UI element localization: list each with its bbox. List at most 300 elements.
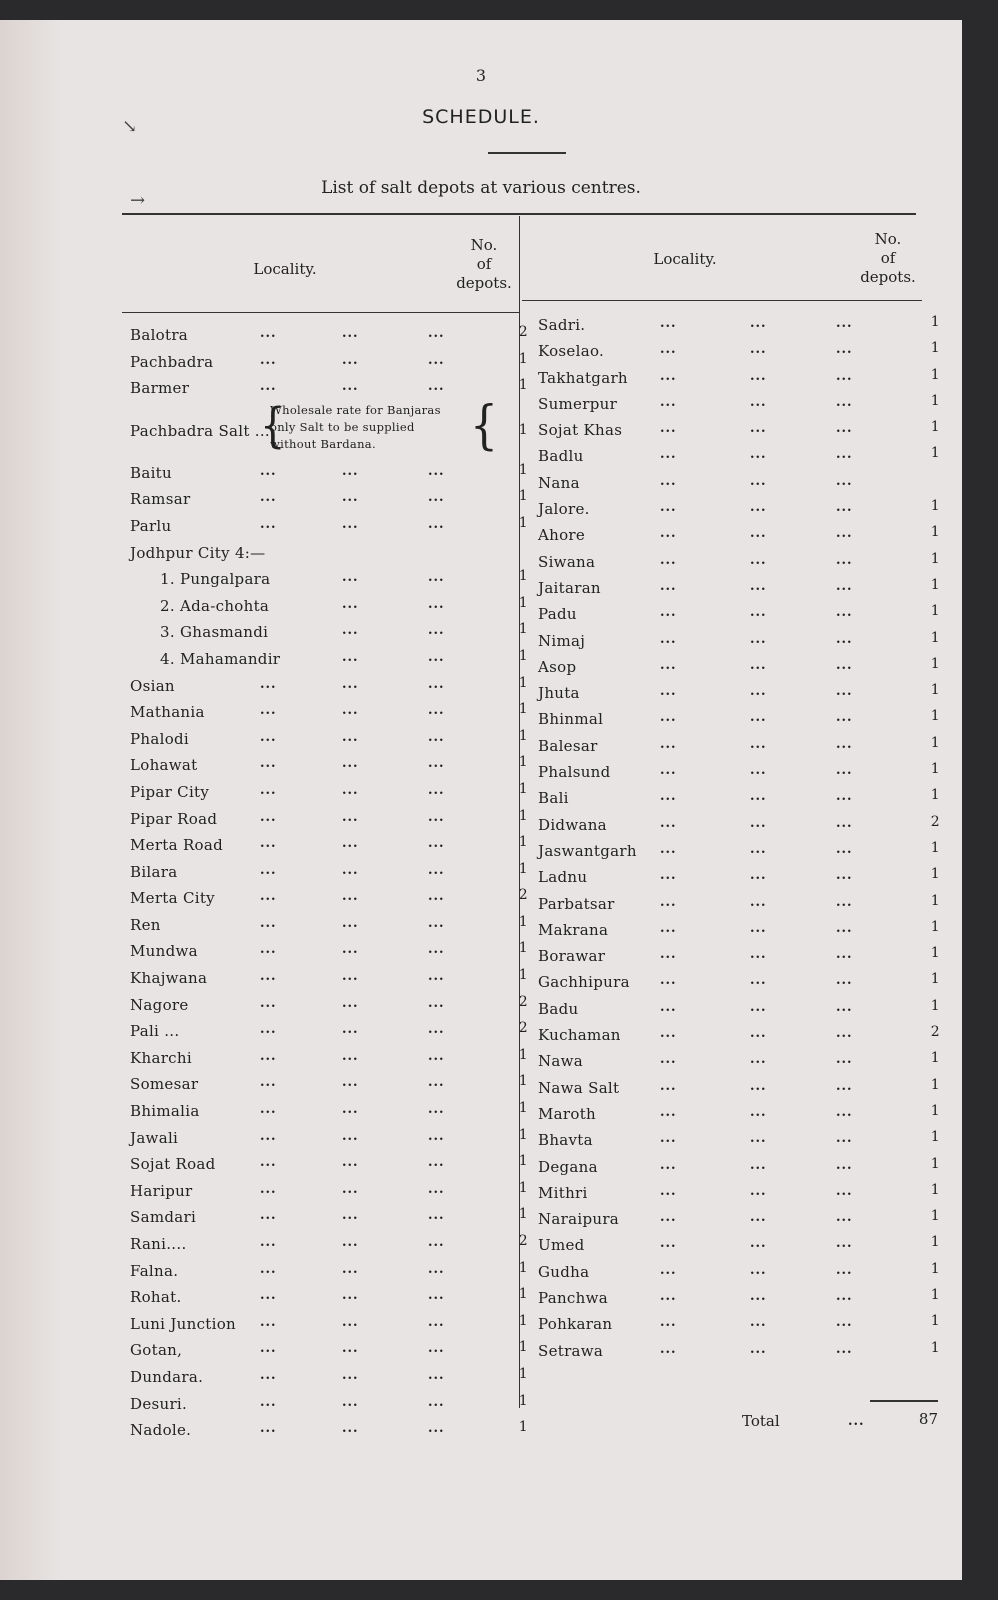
locality-name: Balesar [538,736,598,755]
leader-dots: ... [342,596,359,612]
leader-dots: ... [342,516,359,532]
table-row [130,1337,528,1364]
leader-dots: ... [750,1288,767,1304]
leader-dots: ... [660,1131,677,1147]
leader-dots: ... [836,500,853,516]
leader-dots: ... [342,1208,359,1224]
leader-dots: ... [260,1394,277,1410]
table-row [538,891,940,917]
brace-mark: { [470,394,499,456]
table-row [130,1391,528,1418]
margin-mark: ↘ [122,116,138,137]
locality-name: Takhatgarh [538,368,628,387]
depot-count: 1 [518,488,528,505]
leader-dots: ... [260,703,277,719]
depot-count: 1 [930,1181,940,1198]
depot-count: 1 [518,727,528,744]
locality-name: Pipar Road [130,809,218,828]
total-rule [870,1400,938,1402]
leader-dots: ... [428,1235,445,1250]
leader-dots: ... [428,596,445,612]
locality-name: Badlu [538,447,584,466]
locality-name: Borawar [538,947,606,966]
table-row [538,917,940,943]
leader-dots: ... [342,1102,359,1118]
depot-count: 1 [930,839,940,856]
note-line: only Salt to be supplied [270,419,415,434]
table-row [130,1151,528,1178]
locality-name: Setrawa [538,1341,604,1360]
leader-dots: ... [750,552,767,568]
header-depots-no: No. [874,230,902,248]
leader-dots: ... [660,789,677,805]
depot-count: 1 [518,594,528,611]
locality-name: 3. Ghasmandi [160,623,269,642]
table-row [538,654,940,680]
locality-name: Ramsar [130,490,191,509]
locality-name: Pachbadra [130,352,214,371]
leader-dots: ... [428,915,445,931]
page-title: SCHEDULE. [422,106,540,128]
table-row [130,619,528,646]
leader-dots: ... [260,942,277,958]
locality-name: Barmer [130,379,190,398]
table-row [538,1285,940,1311]
depot-count: 2 [518,887,528,904]
leader-dots: ... [836,763,853,779]
table-row [538,391,940,417]
table-row [538,759,940,785]
total-value: 87 [918,1410,938,1428]
leader-dots: ... [750,868,767,884]
locality-name: Pachbadra Salt ... [130,421,270,440]
locality-name: Sumerpur [538,394,618,413]
leader-dots: ... [260,463,277,479]
leader-dots: ... [260,782,277,798]
depot-count: 1 [518,1392,528,1409]
leader-dots: ... [428,1261,445,1277]
locality-name: Didwana [538,815,607,834]
locality-name: Balotra [130,326,189,344]
table-row [538,365,940,391]
depot-count: 1 [518,621,528,638]
locality-name: Koselao. [538,342,605,361]
leader-dots: ... [750,473,767,489]
header-depots-left [452,236,516,293]
leader-dots: ... [836,394,853,410]
depot-count: 1 [518,754,528,771]
locality-name: Bhimalia [130,1102,200,1121]
leader-dots: ... [428,969,445,985]
locality-name: Panchwa [538,1288,608,1307]
depot-count: 1 [518,568,528,585]
locality-name: Rohat. [130,1288,182,1307]
locality-name: Rani.... [130,1235,187,1253]
depot-count: 1 [930,392,940,409]
locality-name: Siwana [538,552,596,571]
table-row [538,785,940,811]
leader-dots: ... [342,1367,359,1383]
table-row [130,752,528,779]
depot-count: 1 [930,498,940,515]
table-row [538,496,940,522]
table-row [130,1258,528,1285]
depot-list-right [538,312,940,1364]
depot-count: 1 [518,1339,528,1356]
leader-dots: ... [660,1315,677,1331]
leader-dots: ... [260,516,277,532]
depot-count: 1 [930,340,940,357]
depot-count: 1 [930,629,940,646]
depot-count: 1 [518,860,528,877]
leader-dots: ... [342,1235,359,1250]
locality-name: Bhinmal [538,710,604,729]
table-row [538,549,940,575]
depot-count: 1 [930,1339,940,1356]
leader-dots: ... [260,1181,277,1197]
leader-dots: ... [342,969,359,985]
leader-dots: ... [342,570,359,586]
depot-count: 1 [930,576,940,593]
leader-dots: ... [836,1157,853,1173]
depot-count: 1 [930,1313,940,1330]
leader-dots: ... [428,703,445,719]
leader-dots: ... [342,1181,359,1197]
leader-dots: ... [428,729,445,745]
locality-name: Bhavta [538,1131,593,1150]
leader-dots: ... [660,947,677,963]
depot-count: 1 [518,1046,528,1063]
leader-dots: ... [260,1208,277,1224]
locality-name: Falna. [130,1261,179,1280]
leader-dots: ... [660,973,677,989]
leader-dots: ... [836,1315,853,1331]
depot-count: 1 [930,1129,940,1146]
leader-dots: ... [428,490,445,506]
leader-dots: ... [660,920,677,936]
locality-name: Padu [538,605,577,624]
locality-name: Makrana [538,920,609,939]
depot-count: 1 [930,734,940,751]
depot-count: 1 [518,461,528,478]
locality-name: Nawa Salt [538,1078,620,1097]
leader-dots: ... [750,1262,767,1278]
leader-dots: ... [848,1414,865,1429]
depot-count: 1 [518,350,528,367]
leader-dots: ... [750,841,767,857]
locality-name: Gachhipura [538,973,630,992]
table-row [130,540,528,567]
header-locality-right: Locality. [653,250,717,268]
leader-dots: ... [342,676,359,692]
locality-name: Lohawat [130,756,198,775]
leader-dots: ... [428,782,445,798]
depot-count: 1 [930,918,940,935]
leader-dots: ... [428,1394,445,1410]
depot-count: 1 [930,366,940,383]
locality-name: Nana [538,473,580,492]
table-row [130,486,528,513]
table-row [538,1154,940,1180]
leader-dots: ... [342,1394,359,1410]
locality-name: 4. Mahamandir [160,649,281,668]
depot-count: 1 [518,647,528,664]
header-depots-no: No. [470,236,498,254]
depot-count: 1 [930,445,940,462]
leader-dots: ... [660,763,677,779]
depot-note [270,402,455,453]
leader-dots: ... [660,1052,677,1068]
leader-dots: ... [260,995,277,1011]
table-row [130,965,528,992]
table-row [130,646,528,673]
locality-name: Nimaj [538,631,586,650]
leader-dots: ... [836,605,853,621]
leader-dots: ... [260,1288,277,1304]
leader-dots: ... [342,1048,359,1064]
leader-dots: ... [342,352,359,368]
leader-dots: ... [660,1078,677,1094]
leader-dots: ... [342,326,359,341]
depot-count: 1 [518,674,528,691]
leader-dots: ... [428,379,445,395]
table-row [130,1284,528,1311]
leader-dots: ... [260,490,277,506]
locality-name: Mundwa [130,942,198,961]
leader-dots: ... [260,1341,277,1357]
locality-name: Jawali [130,1128,179,1147]
leader-dots: ... [660,1157,677,1173]
leader-dots: ... [750,1078,767,1094]
table-row [538,575,940,601]
leader-dots: ... [750,526,767,542]
table-row [538,680,940,706]
leader-dots: ... [660,657,677,673]
depot-count: 1 [930,1286,940,1303]
leader-dots: ... [750,342,767,358]
leader-dots: ... [750,789,767,805]
locality-name: Samdari [130,1208,197,1227]
leader-dots: ... [750,631,767,647]
depot-count: 1 [518,1073,528,1090]
leader-dots: ... [260,1367,277,1383]
table-row [538,1075,940,1101]
leader-dots: ... [260,915,277,931]
leader-dots: ... [836,736,853,752]
depot-count: 1 [930,1050,940,1067]
locality-name: Degana [538,1157,598,1176]
depot-count: 1 [930,314,940,330]
locality-name: Nawa [538,1052,584,1071]
leader-dots: ... [342,1022,359,1038]
page-number: 3 [475,66,487,85]
table-row [130,699,528,726]
leader-dots: ... [342,915,359,931]
depot-count: 1 [518,807,528,824]
table-row [538,1232,940,1258]
leader-dots: ... [660,815,677,831]
depot-count: 1 [930,1260,940,1277]
leader-dots: ... [836,894,853,910]
leader-dots: ... [428,1022,445,1038]
header-locality-left: Locality. [253,260,317,278]
table-row [130,566,528,593]
table-row [130,938,528,965]
leader-dots: ... [260,326,277,341]
depot-count: 1 [930,708,940,725]
leader-dots: ... [428,1128,445,1144]
leader-dots: ... [342,782,359,798]
leader-dots: ... [260,1022,277,1038]
leader-dots: ... [428,649,445,665]
leader-dots: ... [750,578,767,594]
leader-dots: ... [342,463,359,479]
leader-dots: ... [836,316,853,331]
leader-dots: ... [660,631,677,647]
depot-count: 1 [930,682,940,699]
table-row [538,1311,940,1337]
table-row [130,1364,528,1391]
depot-count: 1 [930,787,940,804]
leader-dots: ... [836,999,853,1015]
leader-dots: ... [428,1367,445,1383]
leader-dots: ... [750,1183,767,1199]
locality-name: Pohkaran [538,1315,613,1334]
leader-dots: ... [260,756,277,772]
table-row [538,470,940,496]
locality-name: Jalore. [538,500,590,519]
leader-dots: ... [660,868,677,884]
leader-dots: ... [660,1262,677,1278]
leader-dots: ... [342,729,359,745]
table-row [538,969,940,995]
leader-dots: ... [660,1236,677,1252]
locality-name: Kuchaman [538,1026,621,1045]
leader-dots: ... [836,342,853,358]
leader-dots: ... [260,1421,277,1437]
leader-dots: ... [836,789,853,805]
leader-dots: ... [660,736,677,752]
leader-dots: ... [660,368,677,384]
leader-dots: ... [342,703,359,719]
leader-dots: ... [750,815,767,831]
leader-dots: ... [836,1078,853,1094]
depot-count: 1 [518,701,528,718]
table-row [130,1204,528,1231]
leader-dots: ... [750,1131,767,1147]
locality-name: Somesar [130,1075,199,1094]
note-line: without Bardana. [270,436,376,451]
table-row [538,443,940,469]
leader-dots: ... [342,1155,359,1171]
leader-dots: ... [342,1314,359,1330]
leader-dots: ... [750,316,767,331]
leader-dots: ... [428,1048,445,1064]
table-row [538,312,940,338]
locality-name: Ladnu [538,868,588,887]
locality-name: Gotan, [130,1341,183,1360]
leader-dots: ... [750,1315,767,1331]
leader-dots: ... [260,1075,277,1091]
leader-dots: ... [660,500,677,516]
leader-dots: ... [836,657,853,673]
leader-dots: ... [260,862,277,878]
leader-dots: ... [836,552,853,568]
leader-dots: ... [428,1208,445,1224]
table-row [130,394,528,460]
table-row [130,912,528,939]
leader-dots: ... [660,578,677,594]
leader-dots: ... [836,473,853,489]
total-label: Total [742,1412,780,1430]
depot-count: 1 [930,892,940,909]
leader-dots: ... [836,973,853,989]
header-depots-of: of [880,249,896,267]
leader-dots: ... [750,657,767,673]
table-row [538,864,940,890]
leader-dots: ... [260,1261,277,1277]
depot-count: 1 [930,1102,940,1119]
leader-dots: ... [836,421,853,437]
table-header-rule-left [122,312,520,313]
leader-dots: ... [428,676,445,692]
depot-count: 1 [930,945,940,962]
locality-name: Naraipura [538,1210,620,1229]
leader-dots: ... [260,1102,277,1118]
leader-dots: ... [428,1421,445,1437]
leader-dots: ... [342,649,359,665]
locality-name: Nagore [130,995,189,1014]
leader-dots: ... [260,1155,277,1171]
leader-dots: ... [660,605,677,621]
depot-count: 1 [518,967,528,984]
locality-name: Khajwana [130,969,208,988]
leader-dots: ... [836,631,853,647]
locality-name: Pali ... [130,1022,180,1041]
leader-dots: ... [836,1288,853,1304]
table-row [130,593,528,620]
page-subtitle: List of salt depots at various centres. [321,178,641,198]
leader-dots: ... [342,1075,359,1091]
table-row [130,1071,528,1098]
leader-dots: ... [836,710,853,726]
leader-dots: ... [428,1314,445,1330]
leader-dots: ... [260,1048,277,1064]
leader-dots: ... [660,1183,677,1199]
locality-name: Ren [130,915,161,934]
table-row [538,601,940,627]
margin-mark: → [130,190,146,211]
locality-name: Parbatsar [538,894,615,913]
table-row [130,513,528,540]
table-row [538,1022,940,1048]
locality-name: Kharchi [130,1048,192,1067]
leader-dots: ... [342,623,359,639]
depot-count: 2 [518,993,528,1010]
leader-dots: ... [750,973,767,989]
depot-count: 1 [930,550,940,567]
depot-count: 1 [518,1419,528,1436]
table-row [130,1018,528,1045]
leader-dots: ... [660,894,677,910]
leader-dots: ... [260,1235,277,1250]
leader-dots: ... [260,676,277,692]
depot-count: 1 [930,1155,940,1172]
table-row [538,338,940,364]
table-row [538,812,940,838]
locality-name: Merta Road [130,836,224,855]
depot-count: 2 [930,1024,940,1041]
